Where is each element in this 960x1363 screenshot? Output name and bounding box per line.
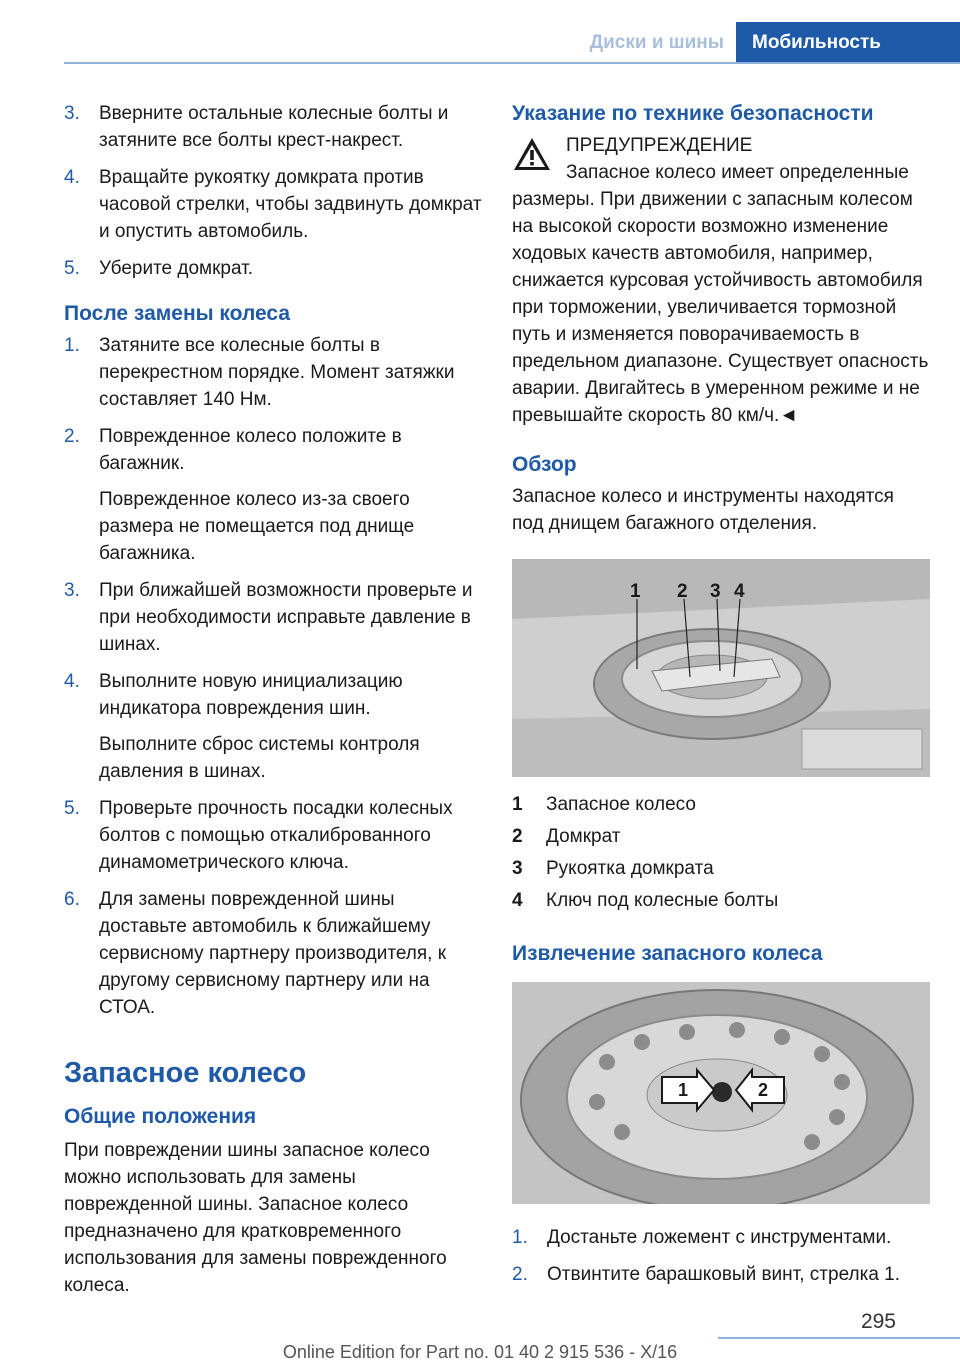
figure-legend	[512, 791, 930, 914]
warning-text: Запасное колесо имеет определенные размеры. При движении с запасным колесом на высокой скорости возможно изменение ходовых качеств автомобиля, например, снижается курсовая устойчивость автомобиля при торможении, увеличивается тормозной путь и изменяется поворачиваемость в предельном диапазоне. Существует опасность аварии. Двигайтесь в умеренном режиме и не превышайте скорость 80 км/ч.◄	[512, 162, 929, 426]
list-item	[64, 668, 484, 785]
callout-4: 4	[734, 581, 745, 602]
callout-2: 2	[677, 581, 688, 602]
steps-list-2	[64, 332, 484, 1021]
arrow-2-label: 2	[758, 1080, 769, 1100]
item-text: Уберите домкрат.	[99, 258, 254, 279]
removal-heading: Извлечение запасного колеса	[512, 942, 823, 965]
item-text: Достаньте ложемент с инструментами.	[547, 1227, 892, 1248]
item-number: 1.	[512, 1227, 528, 1248]
edition-note: Online Edition for Part no. 01 40 2 915 536 - X/16	[282, 1342, 678, 1362]
page-header	[0, 22, 960, 64]
steps-list-3	[512, 1224, 930, 1288]
page-number: 295	[860, 1310, 896, 1333]
item-number: 2.	[512, 1264, 528, 1285]
steps-list-1	[64, 100, 484, 282]
header-rule	[64, 62, 960, 64]
legend-row	[512, 823, 930, 850]
item-subtext: Выполните сброс системы контроля давления в шинах.	[99, 734, 420, 782]
item-number: 3.	[64, 580, 80, 601]
item-number: 6.	[64, 889, 80, 910]
list-item	[64, 886, 484, 1021]
right-column	[512, 100, 930, 1298]
legend-text: Домкрат	[546, 826, 621, 847]
list-item	[64, 577, 484, 658]
item-text: Для замены поврежденной шины доставьте автомобиль к ближайшему сервисному партнеру производителя, к другому сервисному партнеру или на СТОА.	[99, 889, 447, 1018]
after-replacement-heading: После замены колеса	[64, 302, 291, 325]
warning-label: ПРЕДУПРЕЖДЕНИЕ	[566, 135, 753, 156]
list-item	[64, 795, 484, 876]
legend-row	[512, 791, 930, 818]
list-item	[64, 100, 484, 154]
legend-number: 1	[512, 794, 523, 815]
warning-block	[512, 132, 930, 429]
list-item	[64, 332, 484, 413]
list-item	[64, 423, 484, 567]
overview-paragraph: Запасное колесо и инструменты находятся под днищем багажного отделения.	[512, 486, 894, 534]
wheel-illustration	[512, 982, 930, 1204]
item-number: 4.	[64, 167, 80, 188]
list-item	[512, 1261, 930, 1288]
legend-row	[512, 887, 930, 914]
item-text: Вращайте рукоятку домкрата против часовой стрелки, чтобы задвинуть домкрат и опустить автомобиль.	[99, 167, 482, 242]
item-text: Затяните все колесные болты в перекрестном порядке. Момент затяжки составляет 140 Нм.	[99, 335, 455, 410]
spare-wheel-trunk-figure	[512, 559, 930, 777]
item-text: Выполните новую инициализацию индикатора повреждения шин.	[99, 671, 403, 719]
legend-text: Запасное колесо	[546, 794, 696, 815]
general-paragraph: При повреждении шины запасное колесо можно использовать для замены поврежденной шины. Запасное колесо предназначено для кратковременного использования для замены поврежденного колеса.	[64, 1140, 447, 1296]
warning-triangle-icon	[512, 136, 552, 172]
general-heading: Общие положения	[64, 1105, 257, 1128]
footer-rule	[718, 1337, 960, 1339]
item-text: Отвинтите барашковый винт, стрелка 1.	[547, 1264, 901, 1285]
item-text: Поврежденное колесо положите в багажник.	[99, 426, 402, 474]
list-item	[512, 1224, 930, 1251]
item-number: 2.	[64, 426, 80, 447]
item-number: 5.	[64, 798, 80, 819]
overview-heading: Обзор	[512, 453, 577, 476]
callout-1: 1	[630, 581, 641, 602]
item-number: 5.	[64, 258, 80, 279]
item-text: Проверьте прочность посадки колесных болтов с помощью откалиброванного динамометрического ключа.	[99, 798, 453, 873]
spare-wheel-heading: Запасное колесо	[64, 1057, 307, 1089]
callout-3: 3	[710, 581, 721, 602]
trunk-illustration	[512, 559, 930, 777]
legend-text: Рукоятка домкрата	[546, 858, 714, 879]
spare-wheel-removal-figure	[512, 982, 930, 1204]
list-item	[64, 255, 484, 282]
section-tab[interactable]: Диски и шины	[589, 32, 724, 53]
item-number: 4.	[64, 671, 80, 692]
safety-heading: Указание по технике безопасности	[512, 102, 874, 125]
item-subtext: Поврежденное колесо из-за своего размера не помещается под днище багажника.	[99, 489, 415, 564]
legend-number: 4	[512, 890, 523, 911]
item-text: Вверните остальные колесные болты и затяните все болты крест-накрест.	[99, 103, 449, 151]
left-column	[64, 100, 484, 1299]
legend-row	[512, 855, 930, 882]
legend-number: 3	[512, 858, 523, 879]
arrow-1-label: 1	[678, 1080, 689, 1100]
item-number: 3.	[64, 103, 80, 124]
legend-number: 2	[512, 826, 523, 847]
legend-text: Ключ под колесные болты	[546, 890, 779, 911]
item-number: 1.	[64, 335, 80, 356]
chapter-tab[interactable]: Мобильность	[736, 22, 960, 64]
list-item	[64, 164, 484, 245]
item-text: При ближайшей возможности проверьте и при необходимости исправьте давление в шинах.	[99, 580, 473, 655]
